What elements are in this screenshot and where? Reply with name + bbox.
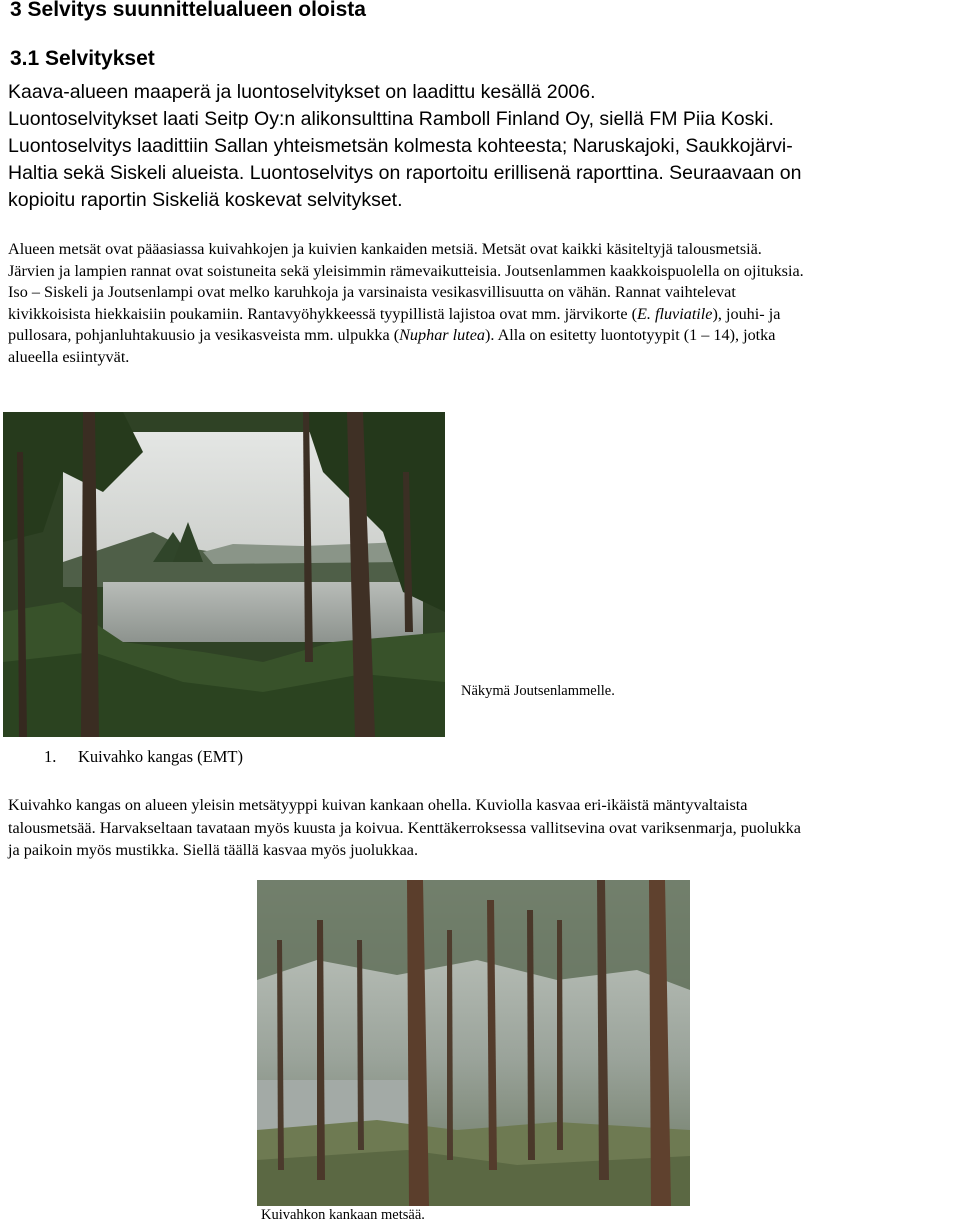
forest-description-paragraph [8, 239, 960, 368]
intro-line: Luontoselvitykset laati Seitp Oy:n alikonsulttina Ramboll Finland Oy, siellä FM Piia Koski. [8, 108, 774, 130]
line-text: pullosara, pohjanluhtakuusio ja vesikasveista mm. ulpukka ( [8, 326, 400, 344]
list-number: 1. [44, 747, 57, 766]
paragraph-line: ja paikoin myös mustikka. Siellä täällä kasvaa myös juolukkaa. [8, 841, 418, 859]
habitat-description-paragraph [8, 794, 960, 862]
intro-line: Kaava-alueen maaperä ja luontoselvitykset on laadittu kesällä 2006. [8, 81, 596, 103]
photo-caption: Kuivahkon kankaan metsää. [261, 1207, 425, 1223]
paragraph-line: Alueen metsät ovat pääasiassa kuivahkojen ja kuivien kankaiden metsiä. Metsät ovat kaikki käsiteltyjä talousmetsiä. [8, 240, 762, 258]
species-name: E. fluviatile [636, 304, 713, 323]
paragraph-line: Iso – Siskeli ja Joutsenlampi ovat melko karuhkoja ja varsinaista vesikasvillisuutta on vähän. Rannat vaihtelevat [8, 283, 736, 301]
lake-view-photo [3, 412, 445, 737]
line-text: kivikkoisista hiekkaisiin poukamiin. Rantavyöhykkeessä tyypillistä lajistoa ovat mm. järvikorte ( [8, 304, 637, 323]
line-text: ). Alla on esitetty luontotyypit (1 – 14), jotka [485, 326, 776, 344]
list-item [44, 747, 243, 767]
paragraph-line: talousmetsää. Harvakseltaan tavataan myös kuusta ja koivua. Kenttäkerroksessa vallitsevina ovat variksenmarja, puolukka [8, 818, 801, 837]
intro-line: kopioitu raportin Siskeliä koskevat selvitykset. [8, 189, 403, 211]
species-name: Nuphar lutea [399, 326, 486, 344]
paragraph-line: Kuivahko kangas on alueen yleisin metsätyyppi kuivan kankaan ohella. Kuviolla kasvaa eri-ikäistä mäntyvaltaista [8, 796, 748, 814]
line-text: ), jouhi- ja [712, 304, 781, 323]
paragraph-line [8, 304, 960, 326]
intro-line: Haltia sekä Siskeli alueista. Luontoselvitys on raportoitu erillisenä raporttina. Seuraavaan on [8, 162, 802, 184]
forest-image [257, 880, 690, 1206]
photo-caption: Näkymä Joutsenlammelle. [461, 683, 615, 699]
subsection-heading: 3.1 Selvitykset [10, 47, 155, 70]
paragraph-line: Järvien ja lampien rannat ovat soistuneita sekä yleisimmin rämevaikutteisia. Joutsenlammen kaakkoispuolella on ojituksia. [8, 261, 804, 280]
paragraph-line [8, 325, 960, 347]
lake-view-image [3, 412, 445, 737]
section-heading: 3 Selvitys suunnittelualueen oloista [10, 0, 366, 21]
intro-line: Luontoselvitys laadittiin Sallan yhteismetsän kolmesta kohteesta; Naruskajoki, Saukkojärvi- [8, 135, 793, 157]
intro-paragraph [8, 79, 960, 214]
list-label: Kuivahko kangas (EMT) [78, 747, 243, 766]
forest-photo [257, 880, 690, 1206]
paragraph-line: alueella esiintyvät. [8, 347, 130, 366]
